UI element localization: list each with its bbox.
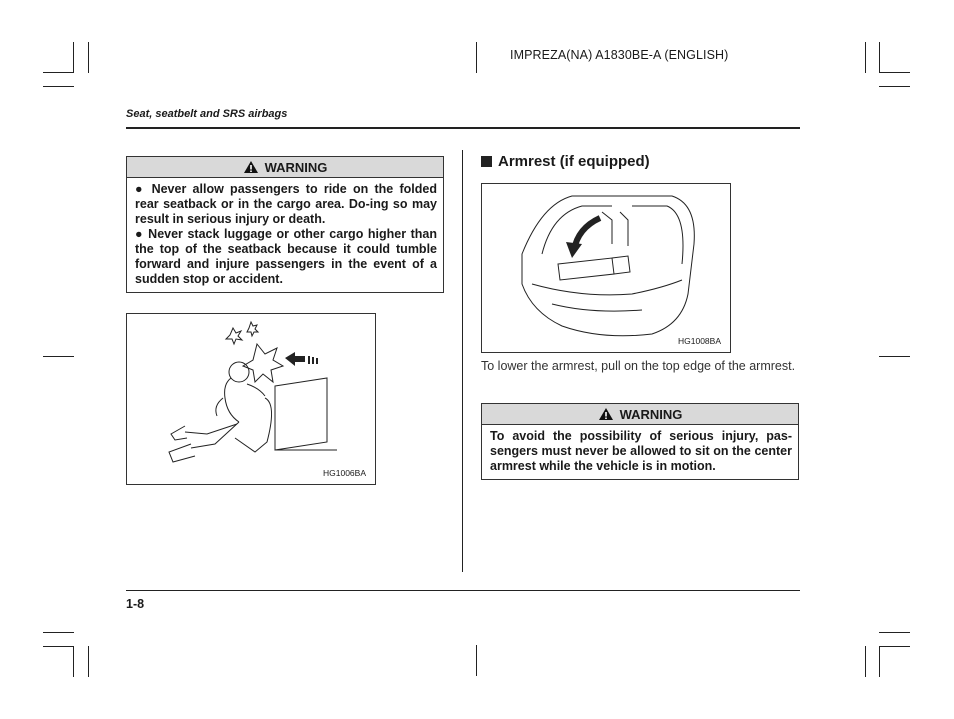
- square-bullet-icon: [481, 156, 492, 167]
- crop-mark: [865, 42, 866, 73]
- crop-mark: [879, 356, 910, 357]
- column-divider: [462, 150, 463, 572]
- header-rule: [126, 127, 800, 129]
- crop-mark: [43, 86, 74, 87]
- crop-mark: [43, 356, 74, 357]
- crop-mark: [43, 646, 74, 647]
- crop-mark: [73, 42, 74, 73]
- crop-mark: [865, 646, 866, 677]
- warning-text: To avoid the possibility of serious injury, pas-sengers must never be allowed to sit on the center armrest while the vehicle is in motion.: [490, 429, 792, 473]
- armrest-instruction: To lower the armrest, pull on the top edge of the armrest.: [481, 359, 796, 373]
- warning-triangle-icon: [598, 407, 614, 421]
- document-code: IMPREZA(NA) A1830BE-A (ENGLISH): [510, 48, 729, 62]
- crop-mark: [879, 42, 880, 73]
- crop-mark: [879, 72, 910, 73]
- crop-mark: [73, 646, 74, 677]
- page-number: 1-8: [126, 597, 145, 611]
- figure-cargo-passenger: [126, 313, 376, 485]
- crop-mark: [88, 646, 89, 677]
- warning-heading: WARNING: [264, 159, 328, 175]
- section-title: Seat, seatbelt and SRS airbags: [126, 108, 288, 120]
- crop-mark: [476, 645, 477, 676]
- warning-box-left: [126, 156, 444, 293]
- warning-bullet: ● Never stack luggage or other cargo higher than the top of the seatback because it could tumble forward and injure passengers in the event of a sudden stop or accident.: [135, 227, 437, 286]
- warning-header: [127, 157, 443, 178]
- footer-rule: [126, 590, 800, 591]
- armrest-title: Armrest (if equipped): [498, 153, 650, 170]
- warning-heading: WARNING: [619, 406, 683, 422]
- figure-code: HG1006BA: [323, 468, 366, 478]
- figure-armrest: [481, 183, 731, 353]
- crop-mark: [879, 632, 910, 633]
- warning-bullet: ● Never allow passengers to ride on the folded rear seatback or in the cargo area. Do-ing so may result in serious injury or death.: [135, 182, 437, 226]
- figure-code: HG1008BA: [678, 336, 721, 346]
- warning-box-right: [481, 403, 799, 480]
- crop-mark: [88, 42, 89, 73]
- crop-mark: [879, 646, 910, 647]
- crop-mark: [43, 72, 74, 73]
- warning-header: [482, 404, 798, 425]
- crop-mark: [43, 632, 74, 633]
- rear-seat-illustration: [482, 184, 730, 352]
- crop-mark: [879, 86, 910, 87]
- warning-triangle-icon: [243, 160, 259, 174]
- crop-mark: [879, 646, 880, 677]
- crop-mark: [476, 42, 477, 73]
- passenger-illustration: [127, 314, 375, 484]
- armrest-heading: [481, 153, 650, 170]
